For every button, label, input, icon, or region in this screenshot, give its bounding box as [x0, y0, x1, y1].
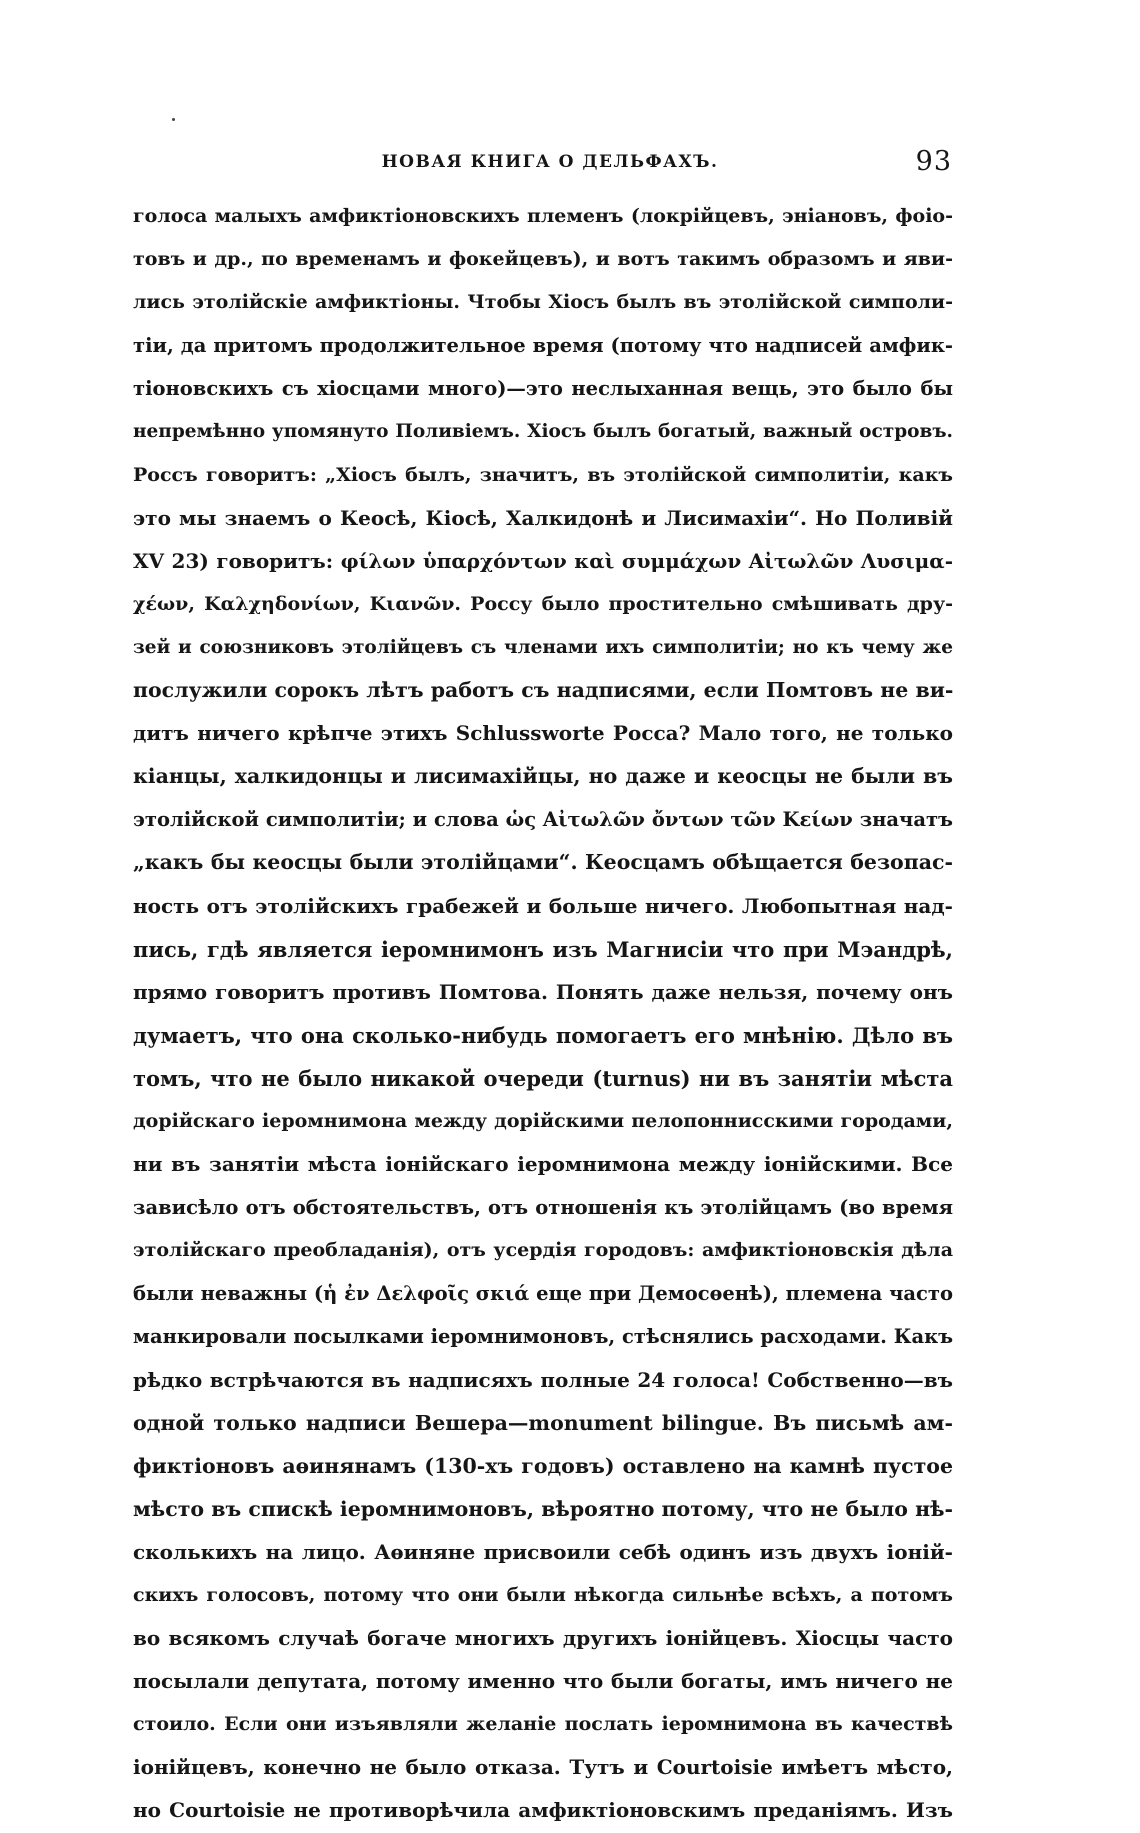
text-line: томъ, что не было никакой очереди (turnus) ни въ занятіи мѣста	[133, 1065, 953, 1091]
text-line: χέων, Καλχηδονίων, Κιανῶν. Россу было простительно смѣшивать дру-	[133, 592, 953, 615]
text-line: голоса малыхъ амфиктіоновскихъ племенъ (локрійцевъ, эніановъ, фоіо-	[133, 205, 953, 227]
text-line: іонійцевъ, конечно не было отказа. Тутъ и Courtoisie имѣетъ мѣсто,	[133, 1755, 953, 1780]
text-line: Россъ говоритъ: „Хіосъ былъ, значитъ, въ этолійской симполитіи, какъ	[133, 463, 953, 486]
text-line: сколькихъ на лицо. Аѳиняне присвоили себѣ одинъ изъ двухъ іоній-	[133, 1539, 953, 1564]
text-line: это мы знаемъ о Кеосѣ, Кіосѣ, Халкидонѣ и Лисимахіи“. Но Поливій	[133, 505, 953, 530]
text-line: во всякомъ случаѣ богаче многихъ другихъ іонійцевъ. Хіосцы часто	[133, 1626, 953, 1651]
text-line: были неважны (ἡ ἐν Δελφοῖς σκιά еще при Демосѳенѣ), племена часто	[133, 1282, 953, 1306]
running-head	[140, 146, 960, 176]
text-line: ни въ занятіи мѣста іонійскаго іеромнимона между іонійскими. Все	[133, 1152, 953, 1177]
text-line: этолійскаго преобладанія), отъ усердія городовъ: амфиктіоновскія дѣла	[133, 1239, 953, 1262]
text-line: думаетъ, что она сколько-нибудь помогаетъ его мнѣнію. Дѣло въ	[133, 1022, 953, 1048]
text-line: посылали депутата, потому именно что были богаты, имъ ничего не	[133, 1669, 953, 1694]
text-line: зей и союзниковъ этолійцевъ съ членами ихъ симполитіи; но къ чему же	[133, 636, 953, 658]
text-line: тіоновскихъ съ хіосцами много)—это неслыханная вещь, это было бы	[133, 377, 953, 401]
text-line: но Courtoisie не противорѣчила амфиктіоновскимъ преданіямъ. Изъ	[133, 1798, 953, 1823]
text-line: прямо говоритъ противъ Помтова. Понять даже нельзя, почему онъ	[133, 979, 953, 1004]
text-line: манкировали посылками іеромнимоновъ, стѣснялись расходами. Какъ	[133, 1325, 953, 1349]
text-line: мѣсто въ спискѣ іеромнимоновъ, вѣроятно потому, что не было нѣ-	[133, 1496, 953, 1521]
page-number: 93	[915, 146, 952, 177]
text-line: ность отъ этолійскихъ грабежей и больше ничего. Любопытная над-	[133, 893, 953, 918]
text-line: кіанцы, халкидонцы и лисимахійцы, но даже и кеосцы не были въ	[133, 764, 953, 789]
text-line: пись, гдѣ является іеромнимонъ изъ Магнисіи что при Мэандрѣ,	[133, 936, 953, 962]
text-line: зависѣло отъ обстоятельствъ, отъ отношенія къ этолійцамъ (во время	[133, 1196, 953, 1220]
text-line: товъ и др., по временамъ и фокейцевъ), и вотъ такимъ образомъ и яви-	[133, 248, 953, 271]
text-line: этолійской симполитіи; и слова ὡς Αἰτωλῶν ὄντων τῶν Κείων значатъ	[133, 808, 953, 832]
text-line: XV 23) говоритъ: φίλων ὑπαρχόντων καὶ συμμάχων Αἰτωλῶν Λυσιμα-	[133, 548, 953, 573]
text-line: рѣдко встрѣчаются въ надписяхъ полные 24 голоса! Собственно—въ	[133, 1367, 953, 1392]
text-line: тіи, да притомъ продолжительное время (потому что надписей амфик-	[133, 334, 953, 358]
body-text	[133, 195, 953, 1833]
text-line: фиктіоновъ аѳинянамъ (130-хъ годовъ) оставлено на камнѣ пустое	[133, 1453, 953, 1478]
running-title: НОВАЯ КНИГА О ДЕЛЬФАХЪ.	[381, 152, 719, 172]
text-line: одной только надписи Вешера—monument bilingue. Въ письмѣ ам-	[133, 1410, 953, 1435]
text-line: послужили сорокъ лѣтъ работъ съ надписями, если Помтовъ не ви-	[133, 678, 953, 703]
text-line: непремѣнно упомянуто Поливіемъ. Хіосъ былъ богатый, важный островъ.	[133, 421, 953, 443]
text-line: скихъ голосовъ, потому что они были нѣкогда сильнѣе всѣхъ, а потомъ	[133, 1584, 953, 1606]
print-speck	[172, 118, 175, 121]
text-line: дорійскаго іеромнимона между дорійскими пелопоннисскими городами,	[133, 1109, 953, 1132]
text-line: лись этолійскіе амфиктіоны. Чтобы Хіосъ былъ въ этолійской симполи-	[133, 291, 953, 314]
text-line: стоило. Если они изъявляли желаніе послать іеромнимона въ качествѣ	[133, 1713, 953, 1736]
text-line: дитъ ничего крѣпче этихъ Schlussworte Росса? Мало того, не только	[133, 721, 953, 746]
text-line: „какъ бы кеосцы были этолійцами“. Кеосцамъ обѣщается безопас-	[133, 850, 953, 875]
